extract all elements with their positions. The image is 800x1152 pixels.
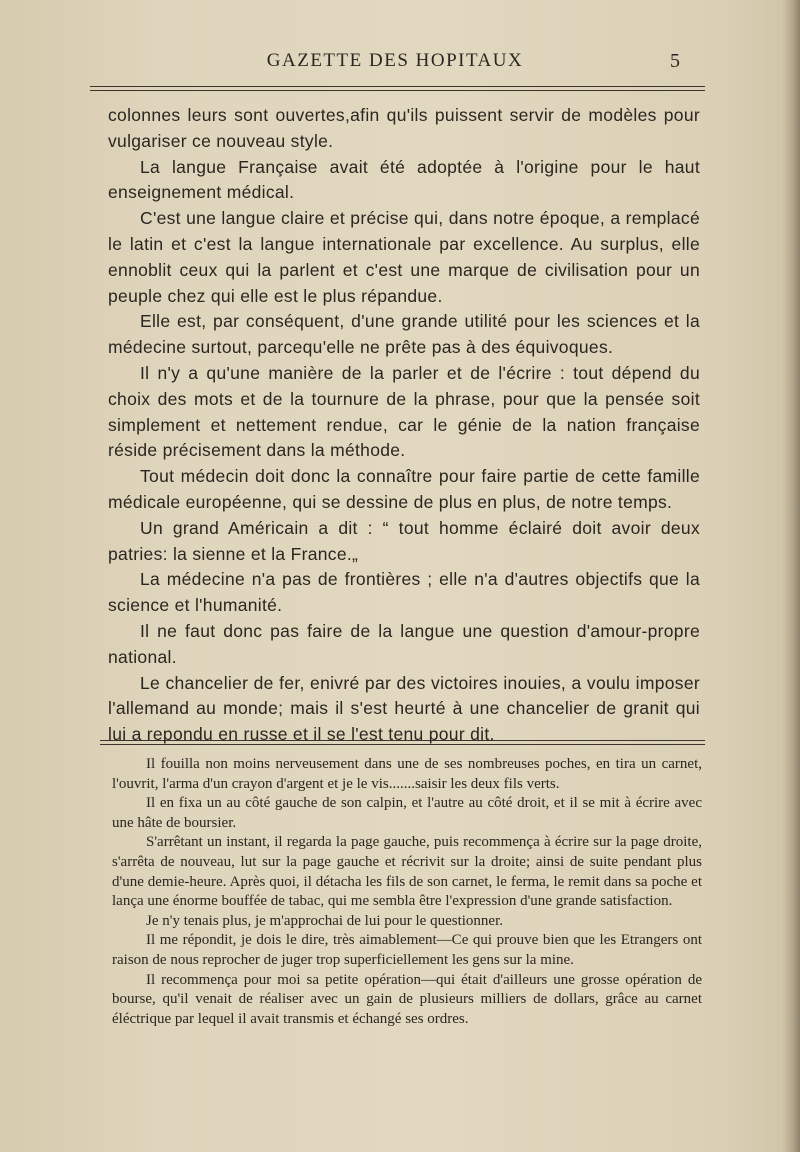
journal-title: GAZETTE DES HOPITAUX [266,50,524,71]
header-rule [90,86,705,87]
paragraph: Il n'y a qu'une manière de la parler et de l'écrire : tout dépend du choix des mots et de la tournure de la phrase, pour que la pensée soit simplement et nettement rendue, car le génie de la nation française réside précisement dans la méthode. [108,362,700,461]
page-spine-shadow [782,0,800,1152]
footnote-rule-thin [100,744,705,745]
footnote-paragraph: S'arrêtant un instant, il regarda la page gauche, puis recommença à écrire sur la page droite, s'arrêta de nouveau, lut sur la page gauche et récrivit sur la droite; ainsi de suite pendant plus d'une demie-heure. Après quoi, il détacha les fils de son carnet, le ferma, le remit dans sa poche et lança une énorme bouffée de tabac, qui me sembla être l'expression d'une grande satisfaction. [112,834,702,910]
running-header [90,50,700,80]
paragraph: colonnes leurs sont ouvertes,afin qu'ils puissent servir de modèles pour vulgariser ce nouveau style. [108,105,700,151]
paragraph: Le chancelier de fer, enivré par des victoires inouies, a voulu imposer l'allemand au monde; mais il s'est heurté à une chancelier de granit qui lui a repondu en russe et il se l'est tenu pour dit. [108,672,700,745]
paragraph: Tout médecin doit donc la connaître pour faire partie de cette famille médicale européenne, qui se dessine de plus en plus, de notre temps. [108,466,700,512]
paragraph: La médecine n'a pas de frontières ; elle n'a d'autres objectifs que la science et l'humanité. [108,569,700,616]
main-body-text [108,103,700,748]
paragraph: Elle est, par conséquent, d'une grande utilité pour les sciences et la médecine surtout, parcequ'elle ne prête pas à des équivoques. [108,311,700,358]
footnote-paragraph: Il recommença pour moi sa petite opération—qui était d'ailleurs une grosse opération de bourse, qu'il venait de réaliser avec un gain de plusieurs milliers de dollars, grâce au carnet éléctrique par lequel il avait transmis et échangé ses ordres. [112,971,702,1027]
footnote-rule [100,740,705,741]
paragraph: C'est une langue claire et précise qui, dans notre époque, a remplacé le latin et c'est la langue internationale par excellence. Au surplus, elle ennoblit ceux qui la parlent et c'est une marque de civilisation pour un peuple chez qui elle est le plus répandue. [108,208,700,306]
footnote-paragraph: Il fouilla non moins nerveusement dans une de ses nombreuses poches, en tira un carnet, l'ouvrit, l'arma d'un crayon d'argent et je le vis.......saisir les deux fils verts. [112,756,702,792]
paragraph: Il ne faut donc pas faire de la langue une question d'amour-propre national. [108,620,700,667]
footnote-paragraph: Je n'y tenais plus, je m'approchai de lui pour le questionner. [146,912,503,929]
footnote-paragraph: Il en fixa un au côté gauche de son calpin, et l'autre au côté droit, et il se mit à écrire avec une hâte de boursier. [112,795,702,831]
footnote-paragraph: Il me répondit, je dois le dire, très aimablement—Ce qui prouve bien que les Etrangers ont raison de nous reprocher de juger trop superficiellement les gens sur la mine. [112,932,702,968]
footnote-text [112,755,702,1029]
page-number: 5 [670,50,680,72]
header-rule-thin [90,90,705,91]
paragraph: La langue Française avait été adoptée à l'origine pour le haut enseignement médical. [108,156,700,203]
paragraph: Un grand Américain a dit : “ tout homme éclairé doit avoir deux patries: la sienne et la France.„ [108,517,700,564]
